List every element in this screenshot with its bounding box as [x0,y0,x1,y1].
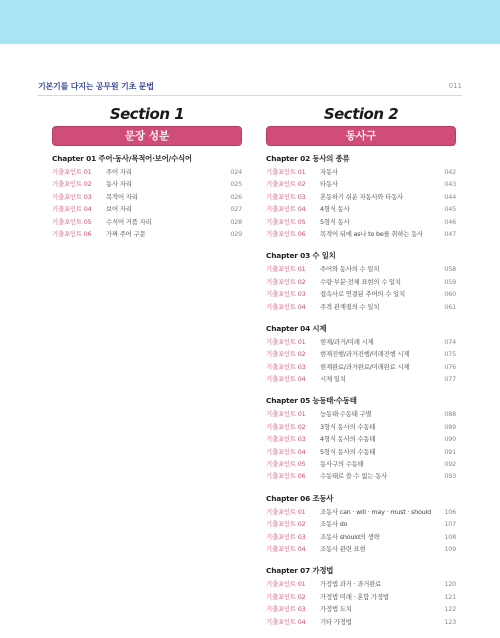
toc-entry[interactable] [266,361,456,373]
section-label: Section 1 [109,105,185,123]
toc-entry[interactable] [266,603,456,615]
entry-text: 조동사 should의 생략 [320,532,380,541]
chapter-title: Chapter 06 조동사 [266,493,334,503]
point-label: 기출포인트 04 [266,302,306,311]
point-label: 기출포인트 02 [266,520,306,529]
entry-page-number: 047 [444,229,456,238]
entry-page-number: 093 [444,472,456,481]
entry-text: 보어 자리 [106,205,132,214]
toc-entry[interactable] [266,166,456,178]
chapter-title: Chapter 07 가정법 [266,566,334,576]
point-label: 기출포인트 04 [266,447,306,456]
entry-page-number: 024 [230,168,242,176]
toc-entry[interactable] [52,166,242,178]
chapter-title: Chapter 03 수 일치 [266,251,336,261]
toc-entry[interactable] [266,531,456,543]
entry-text: 가정법 미래 · 혼합 가정법 [320,592,389,601]
entry-page-number: 120 [444,580,456,589]
point-label: 기출포인트 02 [266,592,306,601]
toc-column-right [266,153,456,638]
entry-text: 수식어 거품 자리 [106,217,152,226]
section-label: Section 2 [323,105,399,123]
entry-text: 조동사 can · will · may · must · should [320,507,431,516]
point-label: 기출포인트 03 [266,435,306,444]
toc-column-left [52,153,242,250]
chapter-block [266,395,456,482]
point-label: 기출포인트 01 [266,580,306,589]
point-label: 기출포인트 03 [266,290,306,299]
point-label: 기출포인트 03 [266,532,306,541]
entry-page-number: 121 [444,592,456,601]
point-label: 기출포인트 04 [266,617,306,626]
section-title-bar: 동사구 [266,126,456,146]
section-title-bar: 문장 성분 [52,126,242,146]
toc-entry[interactable] [52,228,242,240]
toc-entry[interactable] [266,263,456,275]
entry-page-number: 060 [444,290,456,299]
point-label: 기출포인트 01 [266,168,306,176]
entry-page-number: 075 [444,350,456,359]
point-label: 기출포인트 03 [52,192,92,201]
toc-entry[interactable] [52,216,242,228]
entry-page-number: 026 [230,192,242,201]
point-label: 기출포인트 01 [266,265,306,274]
entry-page-number: 074 [444,337,456,346]
entry-text: 혼동하기 쉬운 자동사와 타동사 [320,192,404,201]
toc-entry[interactable] [266,543,456,555]
chapter-title: Chapter 04 시제 [266,323,327,333]
entry-page-number: 058 [444,265,456,274]
section-1-heading [52,104,242,146]
toc-entry[interactable] [266,470,456,482]
entry-text: 시제 일치 [320,375,346,384]
toc-entry[interactable] [266,506,456,518]
entry-text: 수동태로 쓸 수 없는 동사 [320,472,388,481]
entry-page-number: 043 [444,180,456,189]
chapter-block [266,493,456,556]
point-label: 기출포인트 03 [266,605,306,614]
entry-text: 능동태·수동태 구별 [320,410,372,419]
entry-text: 현재진행/과거진행/미래진행 시제 [320,350,410,359]
section-2-heading [266,104,456,146]
entry-page-number: 091 [444,447,456,456]
toc-entry[interactable] [266,616,456,628]
point-label: 기출포인트 02 [266,180,306,189]
entry-page-number: 045 [444,205,456,214]
entry-page-number: 027 [230,205,242,214]
chapter-block [266,153,456,240]
entry-page-number: 061 [444,302,456,311]
toc-entry[interactable] [266,348,456,360]
entry-text: 5형식 동사의 수동태 [320,447,376,456]
point-label: 기출포인트 03 [266,192,306,201]
entry-page-number: 077 [444,375,456,384]
entry-text: 타동사 [320,180,338,189]
chapter-title: Chapter 02 동사의 종류 [266,154,350,163]
entry-page-number: 044 [444,192,456,201]
toc-entry[interactable] [266,191,456,203]
entry-text: 현재완료/과거완료/미래완료 시제 [320,362,410,371]
entry-page-number: 029 [230,229,242,238]
entry-text: 4형식 동사의 수동태 [320,435,376,444]
entry-page-number: 028 [230,217,242,226]
chapter-block [266,323,456,386]
point-label: 기출포인트 04 [266,375,306,384]
point-label: 기출포인트 06 [52,229,92,238]
point-label: 기출포인트 02 [52,180,92,189]
toc-entry[interactable] [266,591,456,603]
entry-page-number: 122 [444,605,456,614]
toc-entry[interactable] [266,216,456,228]
entry-text: 수량·부분·전체 표현의 수 일치 [320,277,401,286]
entry-text: 3형식 동사의 수동태 [320,422,376,431]
toc-entry[interactable] [52,191,242,203]
toc-entry[interactable] [266,408,456,420]
entry-text: 현재/과거/미래 시제 [320,337,374,346]
toc-entry[interactable] [266,301,456,313]
entry-text: 가정법 도치 [320,605,352,614]
entry-text: 접속사로 연결된 주어의 수 일치 [320,290,405,299]
page-number: 011 [448,82,462,90]
entry-text: 5형식 동사 [320,217,350,226]
point-label: 기출포인트 05 [266,217,306,226]
entry-text: 목적어 뒤에 as나 to be를 취하는 동사 [320,229,424,238]
point-label: 기출포인트 04 [52,205,92,214]
entry-text: 기타 가정법 [320,617,352,626]
toc-entry[interactable] [52,203,242,215]
point-label: 기출포인트 01 [266,337,306,346]
book-title: 기본기를 다지는 공무원 기초 문법 [38,82,154,91]
entry-text: 4형식 동사 [320,205,350,214]
point-label: 기출포인트 01 [52,168,92,176]
entry-text: 가정법 과거 · 과거완료 [320,580,382,589]
entry-page-number: 109 [444,544,456,553]
toc-entry[interactable] [266,203,456,215]
chapter-title: Chapter 05 능동태·수동태 [266,396,357,406]
toc-entry[interactable] [52,178,242,190]
point-label: 기출포인트 05 [52,217,92,226]
point-label: 기출포인트 01 [266,507,306,516]
chapter-title: Chapter 01 주어·동사/목적어·보어/수식어 [52,154,192,163]
entry-text: 동사구의 수동태 [320,460,364,469]
entry-page-number: 090 [444,435,456,444]
entry-text: 조동사 관련 표현 [320,544,366,553]
entry-page-number: 123 [444,617,456,626]
chapter-block [266,250,456,313]
page-header [38,80,462,96]
entry-page-number: 042 [444,168,456,176]
point-label: 기출포인트 04 [266,544,306,553]
entry-text: 자동사 [320,168,338,176]
toc-entry[interactable] [266,446,456,458]
entry-text: 목적어 자리 [106,192,138,201]
toc-entry[interactable] [266,373,456,385]
entry-text: 주격 관계절의 수 일치 [320,302,380,311]
point-label: 기출포인트 02 [266,422,306,431]
entry-page-number: 088 [444,410,456,419]
entry-text: 가짜 주어 구문 [106,229,146,238]
entry-text: 주어 자리 [106,168,132,176]
entry-page-number: 025 [230,180,242,189]
entry-page-number: 059 [444,277,456,286]
entry-page-number: 092 [444,460,456,469]
entry-page-number: 076 [444,362,456,371]
entry-page-number: 107 [444,520,456,529]
toc-entry[interactable] [266,276,456,288]
top-color-band [0,0,500,44]
point-label: 기출포인트 06 [266,229,306,238]
toc-entry[interactable] [266,578,456,590]
chapter-block [52,153,242,240]
toc-entry[interactable] [266,178,456,190]
toc-entry[interactable] [266,421,456,433]
entry-page-number: 046 [444,217,456,226]
entry-text: 주어와 동사의 수 일치 [320,265,380,274]
toc-entry[interactable] [266,518,456,530]
toc-entry[interactable] [266,336,456,348]
point-label: 기출포인트 05 [266,460,306,469]
toc-entry[interactable] [266,228,456,240]
toc-entry[interactable] [266,288,456,300]
point-label: 기출포인트 02 [266,277,306,286]
entry-page-number: 108 [444,532,456,541]
entry-text: 동사 자리 [106,180,132,189]
point-label: 기출포인트 02 [266,350,306,359]
point-label: 기출포인트 06 [266,472,306,481]
point-label: 기출포인트 04 [266,205,306,214]
entry-page-number: 089 [444,422,456,431]
point-label: 기출포인트 01 [266,410,306,419]
point-label: 기출포인트 03 [266,362,306,371]
toc-entry[interactable] [266,458,456,470]
entry-text: 조동사 do [320,520,348,529]
toc-entry[interactable] [266,433,456,445]
entry-page-number: 106 [444,507,456,516]
chapter-block [266,565,456,628]
